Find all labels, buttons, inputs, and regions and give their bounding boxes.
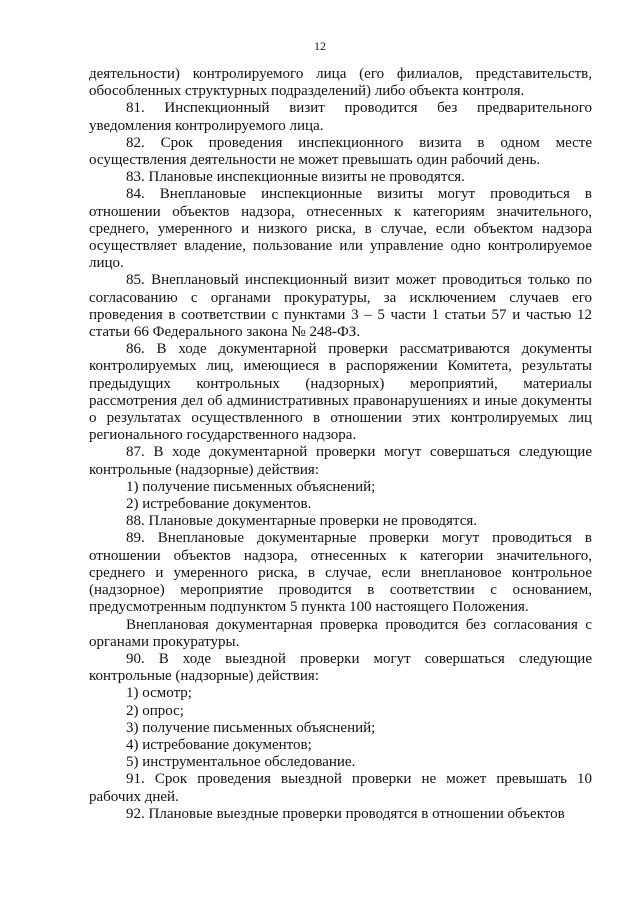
list-item: 4) истребование документов; (126, 736, 312, 753)
paragraph-81: 81. Инспекционный визит проводится без предварительного уведомления контролируемого лица. (89, 100, 592, 134)
paragraph-87: 87. В ходе документарной проверки могут совершаться следующие контрольные (надзорные) действия: (89, 444, 592, 478)
list-item: 3) получение письменных объяснений; (126, 719, 376, 736)
list-item: 2) истребование документов. (126, 496, 312, 513)
list-item: 1) осмотр; (126, 685, 192, 702)
paragraph-84: 84. Внеплановые инспекционные визиты могут проводиться в отношении объектов надзора, отнесенных к категориям значительного, среднего, умеренного и низкого риска, в случае, если объектом надзора осуществляет владение, пользование или управление одно контролируемое лицо. (89, 186, 592, 272)
page-number: 12 (314, 39, 326, 53)
paragraph-85: 85. Внеплановый инспекционный визит может проводиться только по согласованию с органами прокуратуры, за исключением случаев его проведения в соответствии с пунктами 3 – 5 части 1 статьи 57 и частью 12 статьи 66 Федерального закона № 248-ФЗ. (89, 272, 592, 341)
paragraph-continuation: деятельности) контролируемого лица (его филиалов, представительств, обособленных структурных подразделений) либо объекта контроля. (89, 66, 592, 100)
paragraph-91: 91. Срок проведения выездной проверки не может превышать 10 рабочих дней. (89, 771, 592, 805)
paragraph-89: 89. Внеплановые документарные проверки могут проводиться в отношении объектов надзора, отнесенных к категории значительного, среднего и умеренного риска, в случае, если внеплановое контрольное (надзорное) мероприятие проводится в соответствии с основанием, предусмотренным подпунктом 5 пункта 100 настоящего Положения. (89, 530, 592, 616)
paragraph-88: 88. Плановые документарные проверки не проводятся. (126, 513, 477, 530)
paragraph-83: 83. Плановые инспекционные визиты не проводятся. (126, 169, 465, 186)
paragraph-92: 92. Плановые выездные проверки проводятся в отношении объектов (126, 805, 565, 822)
paragraph-89-note: Внеплановая документарная проверка проводится без согласования с органами прокуратуры. (89, 616, 592, 650)
paragraph-86: 86. В ходе документарной проверки рассматриваются документы контролируемых лиц, имеющиеся в распоряжении Комитета, результаты предыдущих контрольных (надзорных) мероприятий, материалы рассмотрения дел об административных правонарушениях и иные документы о результатах осуществленного в отношении этих контролируемых лиц регионального государственного надзора. (89, 341, 592, 444)
paragraph-90: 90. В ходе выездной проверки могут совершаться следующие контрольные (надзорные) действия: (89, 650, 592, 685)
list-item: 1) получение письменных объяснений; (126, 478, 376, 495)
list-item: 2) опрос; (126, 702, 184, 719)
document-body (89, 66, 592, 823)
paragraph-82: 82. Срок проведения инспекционного визита в одном месте осуществления деятельности не может превышать один рабочий день. (89, 134, 592, 169)
list-item: 5) инструментальное обследование. (126, 754, 356, 771)
